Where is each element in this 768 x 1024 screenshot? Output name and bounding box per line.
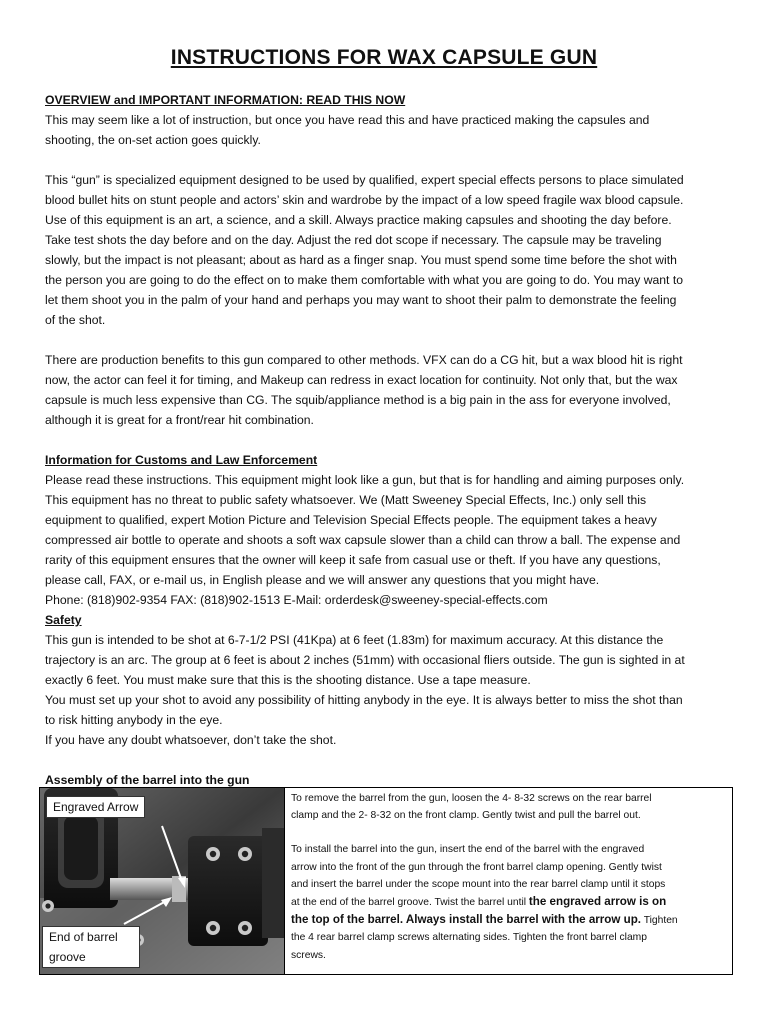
install-emphasis: the top of the barrel. Always install the barrel with the arrow up. [291, 913, 642, 927]
page-title: INSTRUCTIONS FOR WAX CAPSULE GUN [170, 46, 598, 69]
safety-line: This gun is intended to be shot at 6-7-1/2 PSI (41Kpa) at 6 feet (1.83m) for maximum accuracy. At this distance the [45, 633, 664, 647]
customs-line: Please read these instructions. This equipment might look like a gun, but that is for handling and aiming purposes only. [45, 473, 685, 487]
overview-heading: OVERVIEW and IMPORTANT INFORMATION: READ THIS NOW [45, 93, 406, 107]
safety-line: exactly 6 feet. You must make sure that this is the shooting distance. Use a tape measure. [45, 673, 531, 687]
install-text: Tighten [641, 915, 678, 927]
customs-line: please call, FAX, or e-mail us, in English please and we will answer any questions that you might have. [45, 573, 600, 587]
install-line: and insert the barrel under the scope mount into the rear barrel clamp until it stops [291, 878, 666, 890]
install-line [291, 911, 726, 929]
safety-line: trajectory is an arc. The group at 6 feet is about 2 inches (51mm) with occasional fliers outside. The gun is sighted in at [45, 653, 685, 667]
overview-line: now, the actor can feel it for timing, and Makeup can redress in exact location for continuity. Not only that, but the wax [45, 373, 678, 387]
customs-line: This equipment has no threat to public safety whatsoever. We (Matt Sweeney Special Effects, Inc.) only sell this [45, 493, 647, 507]
barrel-groove-callout-line2: groove [49, 950, 86, 964]
overview-line: blood bullet hits on stunt people and actors’ skin and wardrobe by the impact of a low speed fragile wax blood capsule. [45, 193, 684, 207]
customs-heading: Information for Customs and Law Enforcement [45, 453, 318, 467]
document-body [45, 90, 735, 790]
install-text: at the end of the barrel groove. Twist the barrel until [291, 897, 529, 909]
overview-line: let them shoot you in the palm of your hand and perhaps you may want to shoot their palm to demonstrate the feeling [45, 293, 677, 307]
remove-line: To remove the barrel from the gun, loosen the 4- 8-32 screws on the rear barrel [291, 793, 652, 804]
barrel-groove-callout [42, 926, 140, 968]
customs-line: compressed air bottle to operate and shoots a soft wax capsule slower than a child can throw a ball. The expense and [45, 533, 681, 547]
overview-line: Use of this equipment is an art, a science, and a skill. Always practice making capsules and shooting the day before. [45, 213, 672, 227]
barrel-photo [40, 788, 285, 974]
overview-line: capsule is much less expensive than CG. The squib/appliance method is a big pain in the ass for everyone involved, [45, 393, 671, 407]
overview-line: of the shot. [45, 313, 106, 327]
safety-line: to risk hitting anybody in the eye. [45, 713, 223, 727]
install-emphasis: the engraved arrow is on [528, 895, 667, 909]
safety-heading: Safety [45, 613, 82, 627]
install-line: the 4 rear barrel clamp screws alternating sides. Tighten the front barrel clamp [291, 932, 647, 944]
install-line: arrow into the front of the gun through the front barrel clamp opening. Gently twist [291, 861, 662, 873]
install-line [291, 893, 726, 911]
install-line: To install the barrel into the gun, insert the end of the barrel with the engraved [291, 844, 645, 856]
barrel-groove-callout-line1: End of barrel [49, 930, 118, 944]
assembly-instructions [285, 788, 732, 974]
overview-line: shooting, the on-set action goes quickly. [45, 133, 261, 147]
engraved-arrow-callout: Engraved Arrow [46, 796, 145, 818]
customs-line: equipment to qualified, expert Motion Picture and Television Special Effects people. The equipment takes a heavy [45, 513, 657, 527]
assembly-table [39, 787, 733, 975]
overview-line: although it is great for a front/rear hit combination. [45, 413, 314, 427]
safety-line: If you have any doubt whatsoever, don’t take the shot. [45, 733, 337, 747]
overview-line: This may seem like a lot of instruction, but once you have read this and have practiced making the capsules and [45, 113, 650, 127]
overview-line: slowly, but the impact is not pleasant; about as hard as a finger snap. You must spend some time before the shot with [45, 253, 677, 267]
contact-line: Phone: (818)902-9354 FAX: (818)902-1513 E-Mail: orderdesk@sweeney-special-effects.com [45, 593, 548, 607]
overview-line: This “gun” is specialized equipment designed to be used by qualified, expert special effects persons to place simulated [45, 173, 684, 187]
customs-line: rarity of this equipment ensures that the owner will keep it safe from casual use or theft. If you have any questions, [45, 553, 661, 567]
overview-line: Take test shots the day before and on the day. Adjust the red dot scope if necessary. The capsule may be traveling [45, 233, 662, 247]
assembly-heading: Assembly of the barrel into the gun [45, 773, 250, 787]
install-line: screws. [291, 949, 326, 961]
safety-line: You must set up your shot to avoid any possibility of hitting anybody in the eye. It is always better to miss the shot than [45, 693, 683, 707]
overview-line: the person you are going to do the effect on to make them comfortable with what you are going to do. You may want to [45, 273, 683, 287]
overview-line: There are production benefits to this gun compared to other methods. VFX can do a CG hit, but a wax blood hit is right [45, 353, 683, 367]
remove-line: clamp and the 2- 8-32 on the front clamp. Gently twist and pull the barrel out. [291, 810, 641, 822]
